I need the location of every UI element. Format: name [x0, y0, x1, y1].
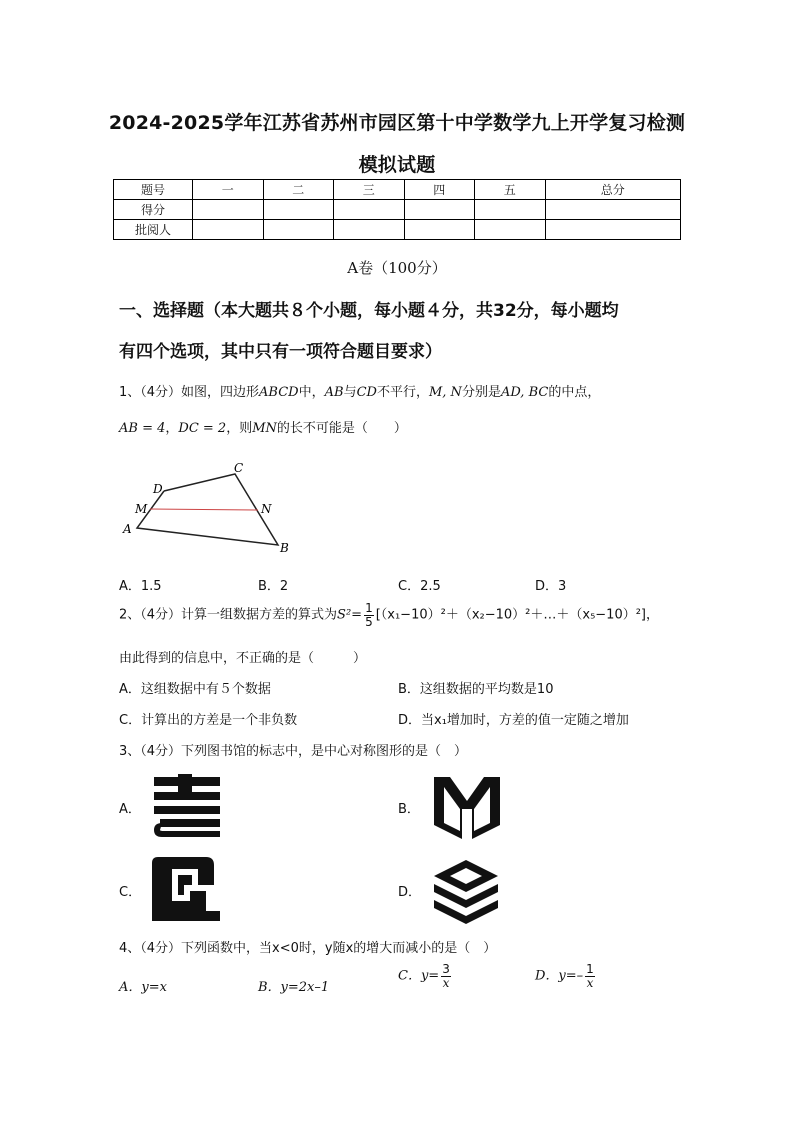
- q1-option-c[interactable]: C．2.5: [398, 579, 441, 594]
- score-cell: [334, 220, 405, 240]
- label-d: D: [153, 482, 163, 496]
- q1-option-b[interactable]: B．2: [258, 579, 289, 594]
- fraction-numerator: 1: [365, 601, 373, 615]
- fraction-numerator: 3: [442, 962, 450, 976]
- score-row-label: 得分: [114, 200, 193, 220]
- q4-option-c-label: C．y=: [398, 968, 440, 984]
- score-header-cell: 一: [193, 180, 264, 200]
- score-cell: [545, 200, 681, 220]
- question-2-cont: 由此得到的信息中，不正确的是（ ）: [119, 651, 367, 666]
- fraction-denominator: x: [442, 975, 450, 990]
- score-row-label: 批阅人: [114, 220, 193, 240]
- q1-math: AD, BC: [500, 385, 549, 400]
- score-cell: [475, 220, 546, 240]
- score-cell: [263, 220, 334, 240]
- score-cell: [193, 220, 264, 240]
- score-table-header-row: [114, 180, 681, 200]
- library-logo-d-icon[interactable]: [430, 858, 502, 924]
- score-cell: [263, 200, 334, 220]
- score-table: [113, 179, 681, 240]
- q1-option-a[interactable]: A．1.5: [119, 579, 162, 594]
- q3-option-b-label[interactable]: B．: [398, 802, 420, 817]
- score-header-cell: 三: [334, 180, 405, 200]
- q1-text: 分别是: [461, 385, 501, 400]
- question-1: [119, 381, 600, 400]
- fraction-denominator: 5: [365, 614, 373, 629]
- q2-math: S²=: [337, 607, 363, 623]
- q1-text: ，: [165, 421, 179, 436]
- q4-option-c[interactable]: [398, 963, 453, 989]
- score-cell: [545, 220, 681, 240]
- score-header-cell: 五: [475, 180, 546, 200]
- fraction-denominator: x: [586, 975, 594, 990]
- label-n: N: [261, 502, 272, 516]
- question-1-cont: [119, 417, 407, 436]
- q4-option-d[interactable]: [535, 963, 597, 989]
- volume-heading: A卷（100分）: [347, 259, 447, 277]
- q1-text: 1、（4分）如图，四边形: [119, 385, 260, 400]
- q4-option-d-fraction: [585, 963, 595, 989]
- library-logo-b-icon[interactable]: [432, 773, 502, 841]
- fraction-numerator: 1: [586, 962, 594, 976]
- q1-math: M, N: [428, 385, 462, 400]
- quadrilateral-figure: [118, 460, 298, 555]
- q2-formula: [（x₁−10）²＋（x₂−10）²＋…＋（x₅−10）²]，: [375, 607, 659, 623]
- q1-math: DC = 2: [178, 421, 227, 436]
- label-c: C: [234, 461, 244, 475]
- q3-option-d-label[interactable]: D．: [398, 885, 422, 900]
- score-header-cell: 四: [404, 180, 475, 200]
- section-heading: 一、选择题（本大题共８个小题，每小题４分，共32分，每小题均: [119, 301, 619, 321]
- midline-mn: [150, 509, 258, 510]
- q4-option-a[interactable]: A．y=x: [119, 980, 167, 995]
- q1-text: 的长不可能是（ ）: [276, 421, 407, 436]
- question-4: 4、（4分）下列函数中，当x<0时，y随x的增大而减小的是（ ）: [119, 941, 497, 956]
- q2-option-b[interactable]: B．这组数据的平均数是10: [398, 682, 554, 697]
- q1-math: MN: [252, 421, 277, 436]
- score-header-cell: 总分: [545, 180, 681, 200]
- q1-math: ABCD: [259, 385, 299, 400]
- score-header-cell: 题号: [114, 180, 193, 200]
- label-b: B: [280, 541, 289, 555]
- question-2: [119, 602, 659, 628]
- q2-fraction: [364, 602, 374, 628]
- library-logo-c-icon[interactable]: [150, 855, 222, 923]
- score-table-row: [114, 200, 681, 220]
- q2-option-a[interactable]: A．这组数据中有５个数据: [119, 682, 271, 697]
- q4-option-b[interactable]: B．y=2x–1: [258, 980, 330, 995]
- q1-text: 中，: [298, 385, 325, 400]
- score-cell: [193, 200, 264, 220]
- q1-text: 与: [343, 385, 357, 400]
- label-m: M: [135, 502, 148, 516]
- library-logo-a-icon[interactable]: [152, 774, 222, 840]
- q3-option-c-label[interactable]: C．: [119, 885, 142, 900]
- score-header-cell: 二: [263, 180, 334, 200]
- q1-math: AB: [324, 385, 344, 400]
- q1-math: CD: [356, 385, 377, 400]
- score-table-row: [114, 220, 681, 240]
- score-cell: [475, 200, 546, 220]
- q3-option-a-label[interactable]: A．: [119, 802, 141, 817]
- label-a: A: [123, 522, 132, 536]
- q1-option-d[interactable]: D．3: [535, 579, 567, 594]
- score-cell: [404, 200, 475, 220]
- q1-math: AB = 4: [119, 421, 166, 436]
- question-3: 3、（4分）下列图书馆的标志中，是中心对称图形的是（ ）: [119, 744, 468, 759]
- page-subtitle: 模拟试题: [358, 154, 436, 176]
- score-cell: [334, 200, 405, 220]
- q2-option-d[interactable]: D．当x₁增加时，方差的值一定随之增加: [398, 713, 629, 728]
- q1-text: 的中点，: [548, 385, 601, 400]
- section-heading-cont: 有四个选项，其中只有一项符合题目要求）: [119, 342, 442, 362]
- score-cell: [404, 220, 475, 240]
- q4-option-c-fraction: [441, 963, 451, 989]
- q2-text: 2、（4分）计算一组数据方差的算式为: [119, 607, 338, 623]
- q1-text: 不平行，: [376, 385, 429, 400]
- q1-text: ，则: [226, 421, 253, 436]
- q2-option-c[interactable]: C．计算出的方差是一个非负数: [119, 713, 298, 728]
- page-title: 2024-2025学年江苏省苏州市园区第十中学数学九上开学复习检测: [108, 112, 686, 134]
- q4-option-d-label: D．y=–: [535, 968, 584, 984]
